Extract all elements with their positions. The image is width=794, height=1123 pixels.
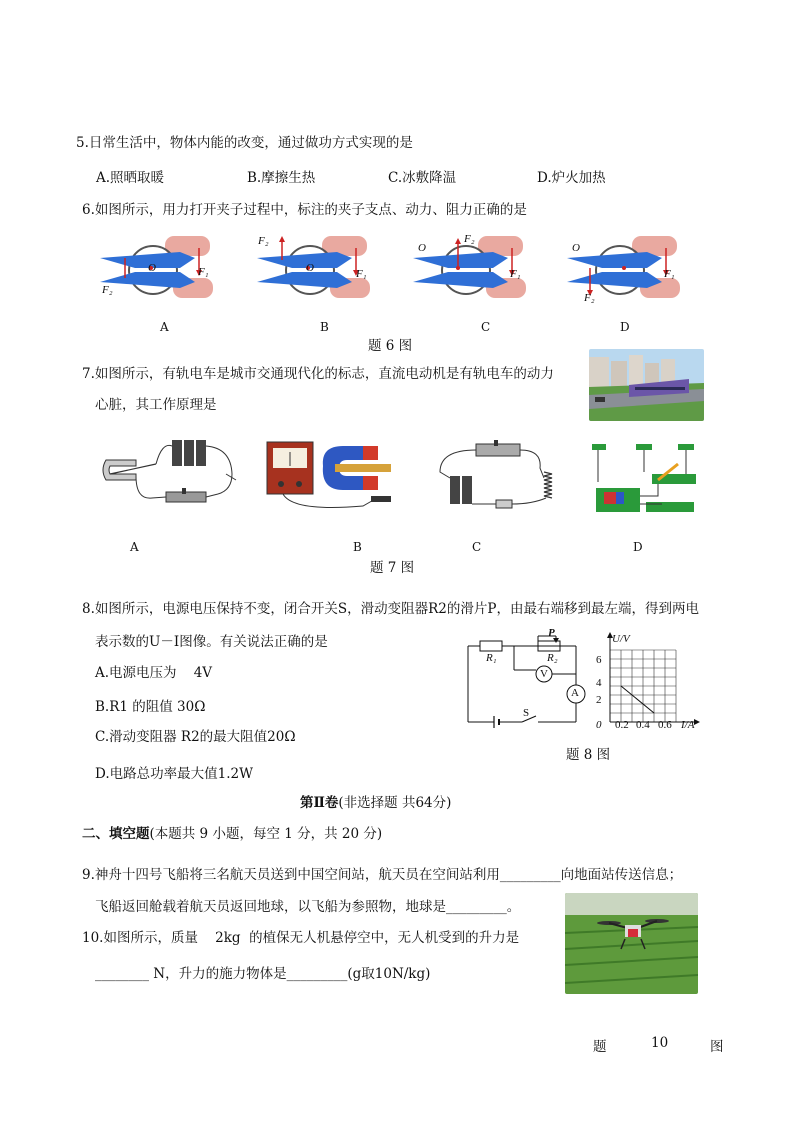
- q8-graph-xtick-02: 0.2: [615, 719, 629, 731]
- q6-b-f1: F₁: [356, 268, 367, 280]
- q9-line1: 9.神舟十四号飞船将三名航天员送到中国空间站，航天员在空间站利用_________向地面站传送信息；: [82, 867, 683, 883]
- q7-label-a: A: [130, 540, 139, 554]
- q9-line2: 飞船返回舱载着航天员返回地球，以飞船为参照物，地球是_________。: [95, 899, 521, 915]
- q7-label-d: D: [633, 540, 643, 554]
- q8-circuit-diagram: [466, 628, 594, 728]
- q7-label-c: C: [472, 540, 482, 554]
- q8-graph-xtick-06: 0.6: [658, 719, 672, 731]
- section2-title: [300, 791, 451, 811]
- q6-c-f2: F₂: [464, 233, 475, 245]
- q5-option-a: A.照晒取暖: [96, 170, 165, 186]
- q6-a-o: O: [148, 262, 156, 274]
- q8-graph-ytick-4: 4: [596, 677, 602, 689]
- q8-stem-line1: 8.如图所示，电源电压保持不变，闭合开关S，滑动变阻器R2的滑片P，由最右端移到最左端，得到两电: [82, 601, 699, 617]
- q6-label-b: B: [320, 320, 329, 334]
- drone-photo: [565, 893, 698, 994]
- section2-heading-bold: 二、填空题: [82, 826, 150, 842]
- q8-option-b: B.R1 的阻值 30Ω: [95, 699, 206, 715]
- q6-c-o: O: [418, 242, 426, 254]
- q7-figure-d: [592, 438, 697, 520]
- q8-graph-xtick-04: 0.4: [636, 719, 650, 731]
- q6-d-f2: F₂: [584, 292, 595, 304]
- q8-label-s: S: [523, 707, 530, 719]
- q8-label-r2: R₂: [547, 652, 558, 664]
- q10-caption-part1: 题: [593, 1039, 607, 1055]
- q8-label-p: P: [548, 627, 555, 639]
- q8-label-r1: R₁: [486, 652, 497, 664]
- q6-d-o: O: [572, 242, 580, 254]
- q7-stem-line2: 心脏，其工作原理是: [95, 397, 217, 413]
- q8-graph-ylabel: U/V: [612, 633, 630, 645]
- section2-title-bold: 第Ⅱ卷: [300, 795, 339, 811]
- q10-line1: 10.如图所示，质量 2kg 的植保无人机悬停空中，无人机受到的升力是: [82, 930, 520, 946]
- q10-caption-part2: 10: [651, 1035, 669, 1051]
- q5-option-d: D.炉火加热: [537, 170, 606, 186]
- q8-graph-origin: 0: [596, 719, 602, 731]
- q5-stem: 5.日常生活中，物体内能的改变，通过做功方式实现的是: [76, 135, 413, 151]
- q8-caption: 题 8 图: [566, 747, 611, 763]
- tram-photo: [589, 349, 704, 421]
- q10-caption-part3: 图: [710, 1039, 724, 1055]
- q6-c-f1: F₁: [510, 268, 521, 280]
- q8-option-a: A.电源电压为 4V: [95, 665, 213, 681]
- q8-graph-ytick-2: 2: [596, 694, 602, 706]
- q6-label-c: C: [481, 320, 491, 334]
- q8-graph-xlabel: I/A: [681, 719, 695, 731]
- section2-heading: [82, 822, 382, 842]
- q8-stem-line2: 表示数的U－I图像。有关说法正确的是: [95, 634, 328, 650]
- q6-caption: 题 6 图: [368, 338, 413, 354]
- q7-figure-b: [263, 436, 403, 516]
- q8-label-a-meter: A: [571, 687, 579, 699]
- q6-label-a: A: [160, 320, 169, 334]
- q5-option-b: B.摩擦生热: [247, 170, 316, 186]
- q8-option-d: D.电路总功率最大值1.2W: [95, 766, 253, 782]
- q6-a-f1: F₁: [198, 266, 209, 278]
- q7-stem-line1: 7.如图所示，有轨电车是城市交通现代化的标志，直流电动机是有轨电车的动力: [82, 366, 554, 382]
- q7-caption: 题 7 图: [370, 560, 415, 576]
- q6-d-f1: F₁: [664, 268, 675, 280]
- q6-a-f2: F₂: [102, 284, 113, 296]
- q7-label-b: B: [353, 540, 362, 554]
- q8-option-c: C.滑动变阻器 R2的最大阻值20Ω: [95, 729, 296, 745]
- q6-label-d: D: [620, 320, 630, 334]
- section2-title-rest: (非选择题 共64分): [338, 795, 452, 811]
- q6-b-f2: F₂: [258, 235, 269, 247]
- q6-stem: 6.如图所示，用力打开夹子过程中，标注的夹子支点、动力、阻力正确的是: [82, 202, 527, 218]
- q6-b-o: O: [306, 262, 314, 274]
- q7-figure-a: [96, 434, 241, 520]
- q8-graph-ytick-6: 6: [596, 654, 602, 666]
- section2-heading-rest: (本题共 9 小题，每空 1 分，共 20 分): [149, 826, 383, 842]
- q8-label-v: V: [540, 668, 548, 680]
- q5-option-c: C.冰敷降温: [388, 170, 457, 186]
- q7-figure-c: [432, 438, 572, 518]
- q10-line2: ________ N，升力的施力物体是_________(g取10N/kg): [95, 966, 431, 982]
